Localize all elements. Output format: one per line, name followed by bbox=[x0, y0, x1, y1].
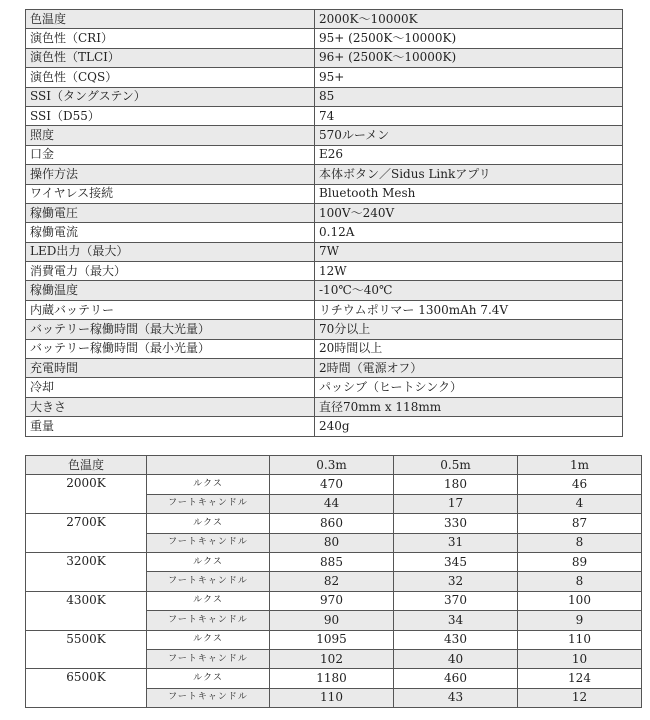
lux-value: 430 bbox=[394, 630, 518, 649]
spec-row bbox=[26, 29, 623, 48]
fc-value: 12 bbox=[518, 688, 642, 707]
spec-label: 操作方法 bbox=[26, 165, 315, 184]
unit-label-fc: フートキャンドル bbox=[147, 533, 270, 552]
lux-value: 370 bbox=[394, 591, 518, 610]
illuminance-row-lux bbox=[26, 514, 642, 533]
color-temp-cell: 2700K bbox=[26, 514, 147, 553]
lux-value: 100 bbox=[518, 591, 642, 610]
spec-value: 2時間（電源オフ） bbox=[315, 359, 623, 378]
spec-value: 20時間以上 bbox=[315, 339, 623, 358]
spec-label: 口金 bbox=[26, 145, 315, 164]
spec-value: 12W bbox=[315, 262, 623, 281]
unit-label-fc: フートキャンドル bbox=[147, 688, 270, 707]
spec-row bbox=[26, 184, 623, 203]
lux-value: 885 bbox=[270, 552, 394, 571]
spec-label: バッテリー稼働時間（最大光量） bbox=[26, 320, 315, 339]
illuminance-row-lux bbox=[26, 630, 642, 649]
lux-value: 180 bbox=[394, 475, 518, 494]
fc-value: 17 bbox=[394, 494, 518, 513]
color-temp-cell: 4300K bbox=[26, 591, 147, 630]
spec-row bbox=[26, 359, 623, 378]
spec-label: 稼働電圧 bbox=[26, 203, 315, 222]
lux-value: 860 bbox=[270, 514, 394, 533]
fc-value: 43 bbox=[394, 688, 518, 707]
color-temp-cell: 5500K bbox=[26, 630, 147, 669]
unit-label-lux: ルクス bbox=[147, 669, 270, 688]
fc-value: 9 bbox=[518, 611, 642, 630]
spec-table bbox=[25, 9, 623, 437]
lux-value: 110 bbox=[518, 630, 642, 649]
header-distance-0-3m: 0.3m bbox=[270, 456, 394, 475]
spec-row bbox=[26, 339, 623, 358]
spec-label: 内蔵バッテリー bbox=[26, 300, 315, 319]
fc-value: 8 bbox=[518, 572, 642, 591]
spec-row bbox=[26, 320, 623, 339]
fc-value: 31 bbox=[394, 533, 518, 552]
spec-row bbox=[26, 242, 623, 261]
spec-row bbox=[26, 87, 623, 106]
spec-label: 色温度 bbox=[26, 10, 315, 29]
spec-value: 70分以上 bbox=[315, 320, 623, 339]
spec-value: パッシブ（ヒートシンク） bbox=[315, 378, 623, 397]
spec-table-body bbox=[26, 10, 623, 437]
fc-value: 110 bbox=[270, 688, 394, 707]
spec-value: -10℃〜40℃ bbox=[315, 281, 623, 300]
lux-value: 345 bbox=[394, 552, 518, 571]
unit-label-fc: フートキャンドル bbox=[147, 649, 270, 668]
spec-label: 稼働電流 bbox=[26, 223, 315, 242]
illuminance-row-lux bbox=[26, 669, 642, 688]
spec-label: 演色性（CQS） bbox=[26, 68, 315, 87]
spec-row bbox=[26, 397, 623, 416]
color-temp-cell: 2000K bbox=[26, 475, 147, 514]
spec-row bbox=[26, 417, 623, 436]
spec-value: 74 bbox=[315, 106, 623, 125]
spec-label: 演色性（CRI） bbox=[26, 29, 315, 48]
lux-value: 970 bbox=[270, 591, 394, 610]
lux-value: 1180 bbox=[270, 669, 394, 688]
header-unit bbox=[147, 456, 270, 475]
spec-value: 95+ (2500K〜10000K) bbox=[315, 29, 623, 48]
spec-row bbox=[26, 68, 623, 87]
unit-label-fc: フートキャンドル bbox=[147, 572, 270, 591]
illuminance-header-row bbox=[26, 456, 642, 475]
fc-value: 10 bbox=[518, 649, 642, 668]
spec-value: 2000K〜10000K bbox=[315, 10, 623, 29]
spec-label: 消費電力（最大） bbox=[26, 262, 315, 281]
lux-value: 470 bbox=[270, 475, 394, 494]
fc-value: 80 bbox=[270, 533, 394, 552]
color-temp-cell: 6500K bbox=[26, 669, 147, 708]
illuminance-row-lux bbox=[26, 475, 642, 494]
spec-value: 95+ bbox=[315, 68, 623, 87]
fc-value: 4 bbox=[518, 494, 642, 513]
fc-value: 8 bbox=[518, 533, 642, 552]
spec-value: E26 bbox=[315, 145, 623, 164]
spec-label: 大きさ bbox=[26, 397, 315, 416]
illuminance-table-body bbox=[26, 475, 642, 708]
lux-value: 460 bbox=[394, 669, 518, 688]
spec-label: SSI（タングステン） bbox=[26, 87, 315, 106]
lux-value: 330 bbox=[394, 514, 518, 533]
lux-value: 46 bbox=[518, 475, 642, 494]
spec-label: バッテリー稼働時間（最小光量） bbox=[26, 339, 315, 358]
illuminance-table bbox=[25, 455, 642, 708]
spec-value: 0.12A bbox=[315, 223, 623, 242]
spec-label: 重量 bbox=[26, 417, 315, 436]
spec-value: 96+ (2500K〜10000K) bbox=[315, 48, 623, 67]
unit-label-fc: フートキャンドル bbox=[147, 611, 270, 630]
spec-row bbox=[26, 10, 623, 29]
fc-value: 90 bbox=[270, 611, 394, 630]
spec-row bbox=[26, 48, 623, 67]
spec-value: 240g bbox=[315, 417, 623, 436]
spec-row bbox=[26, 203, 623, 222]
spec-row bbox=[26, 165, 623, 184]
fc-value: 40 bbox=[394, 649, 518, 668]
spec-row bbox=[26, 106, 623, 125]
spec-value: 570ルーメン bbox=[315, 126, 623, 145]
spec-label: 照度 bbox=[26, 126, 315, 145]
lux-value: 89 bbox=[518, 552, 642, 571]
header-color-temp: 色温度 bbox=[26, 456, 147, 475]
fc-value: 34 bbox=[394, 611, 518, 630]
spec-label: 冷却 bbox=[26, 378, 315, 397]
lux-value: 1095 bbox=[270, 630, 394, 649]
fc-value: 82 bbox=[270, 572, 394, 591]
fc-value: 32 bbox=[394, 572, 518, 591]
lux-value: 124 bbox=[518, 669, 642, 688]
lux-value: 87 bbox=[518, 514, 642, 533]
color-temp-cell: 3200K bbox=[26, 552, 147, 591]
spec-row bbox=[26, 262, 623, 281]
unit-label-lux: ルクス bbox=[147, 475, 270, 494]
spec-row bbox=[26, 126, 623, 145]
spec-row bbox=[26, 223, 623, 242]
spec-value: 100V〜240V bbox=[315, 203, 623, 222]
spec-label: ワイヤレス接続 bbox=[26, 184, 315, 203]
spec-value: 7W bbox=[315, 242, 623, 261]
spec-label: 演色性（TLCI） bbox=[26, 48, 315, 67]
spec-label: LED出力（最大） bbox=[26, 242, 315, 261]
spec-row bbox=[26, 300, 623, 319]
spec-value: 本体ボタン／Sidus Linkアプリ bbox=[315, 165, 623, 184]
spec-value: Bluetooth Mesh bbox=[315, 184, 623, 203]
spec-row bbox=[26, 145, 623, 164]
spec-value: 85 bbox=[315, 87, 623, 106]
illuminance-row-lux bbox=[26, 552, 642, 571]
header-distance-1m: 1m bbox=[518, 456, 642, 475]
header-distance-0-5m: 0.5m bbox=[394, 456, 518, 475]
spec-label: SSI（D55） bbox=[26, 106, 315, 125]
unit-label-lux: ルクス bbox=[147, 630, 270, 649]
spec-row bbox=[26, 378, 623, 397]
unit-label-lux: ルクス bbox=[147, 591, 270, 610]
illuminance-row-lux bbox=[26, 591, 642, 610]
fc-value: 44 bbox=[270, 494, 394, 513]
unit-label-lux: ルクス bbox=[147, 514, 270, 533]
fc-value: 102 bbox=[270, 649, 394, 668]
spec-row bbox=[26, 281, 623, 300]
spec-value: リチウムポリマー 1300mAh 7.4V bbox=[315, 300, 623, 319]
unit-label-lux: ルクス bbox=[147, 552, 270, 571]
spec-value: 直径70mm x 118mm bbox=[315, 397, 623, 416]
spec-label: 充電時間 bbox=[26, 359, 315, 378]
unit-label-fc: フートキャンドル bbox=[147, 494, 270, 513]
spec-label: 稼働温度 bbox=[26, 281, 315, 300]
